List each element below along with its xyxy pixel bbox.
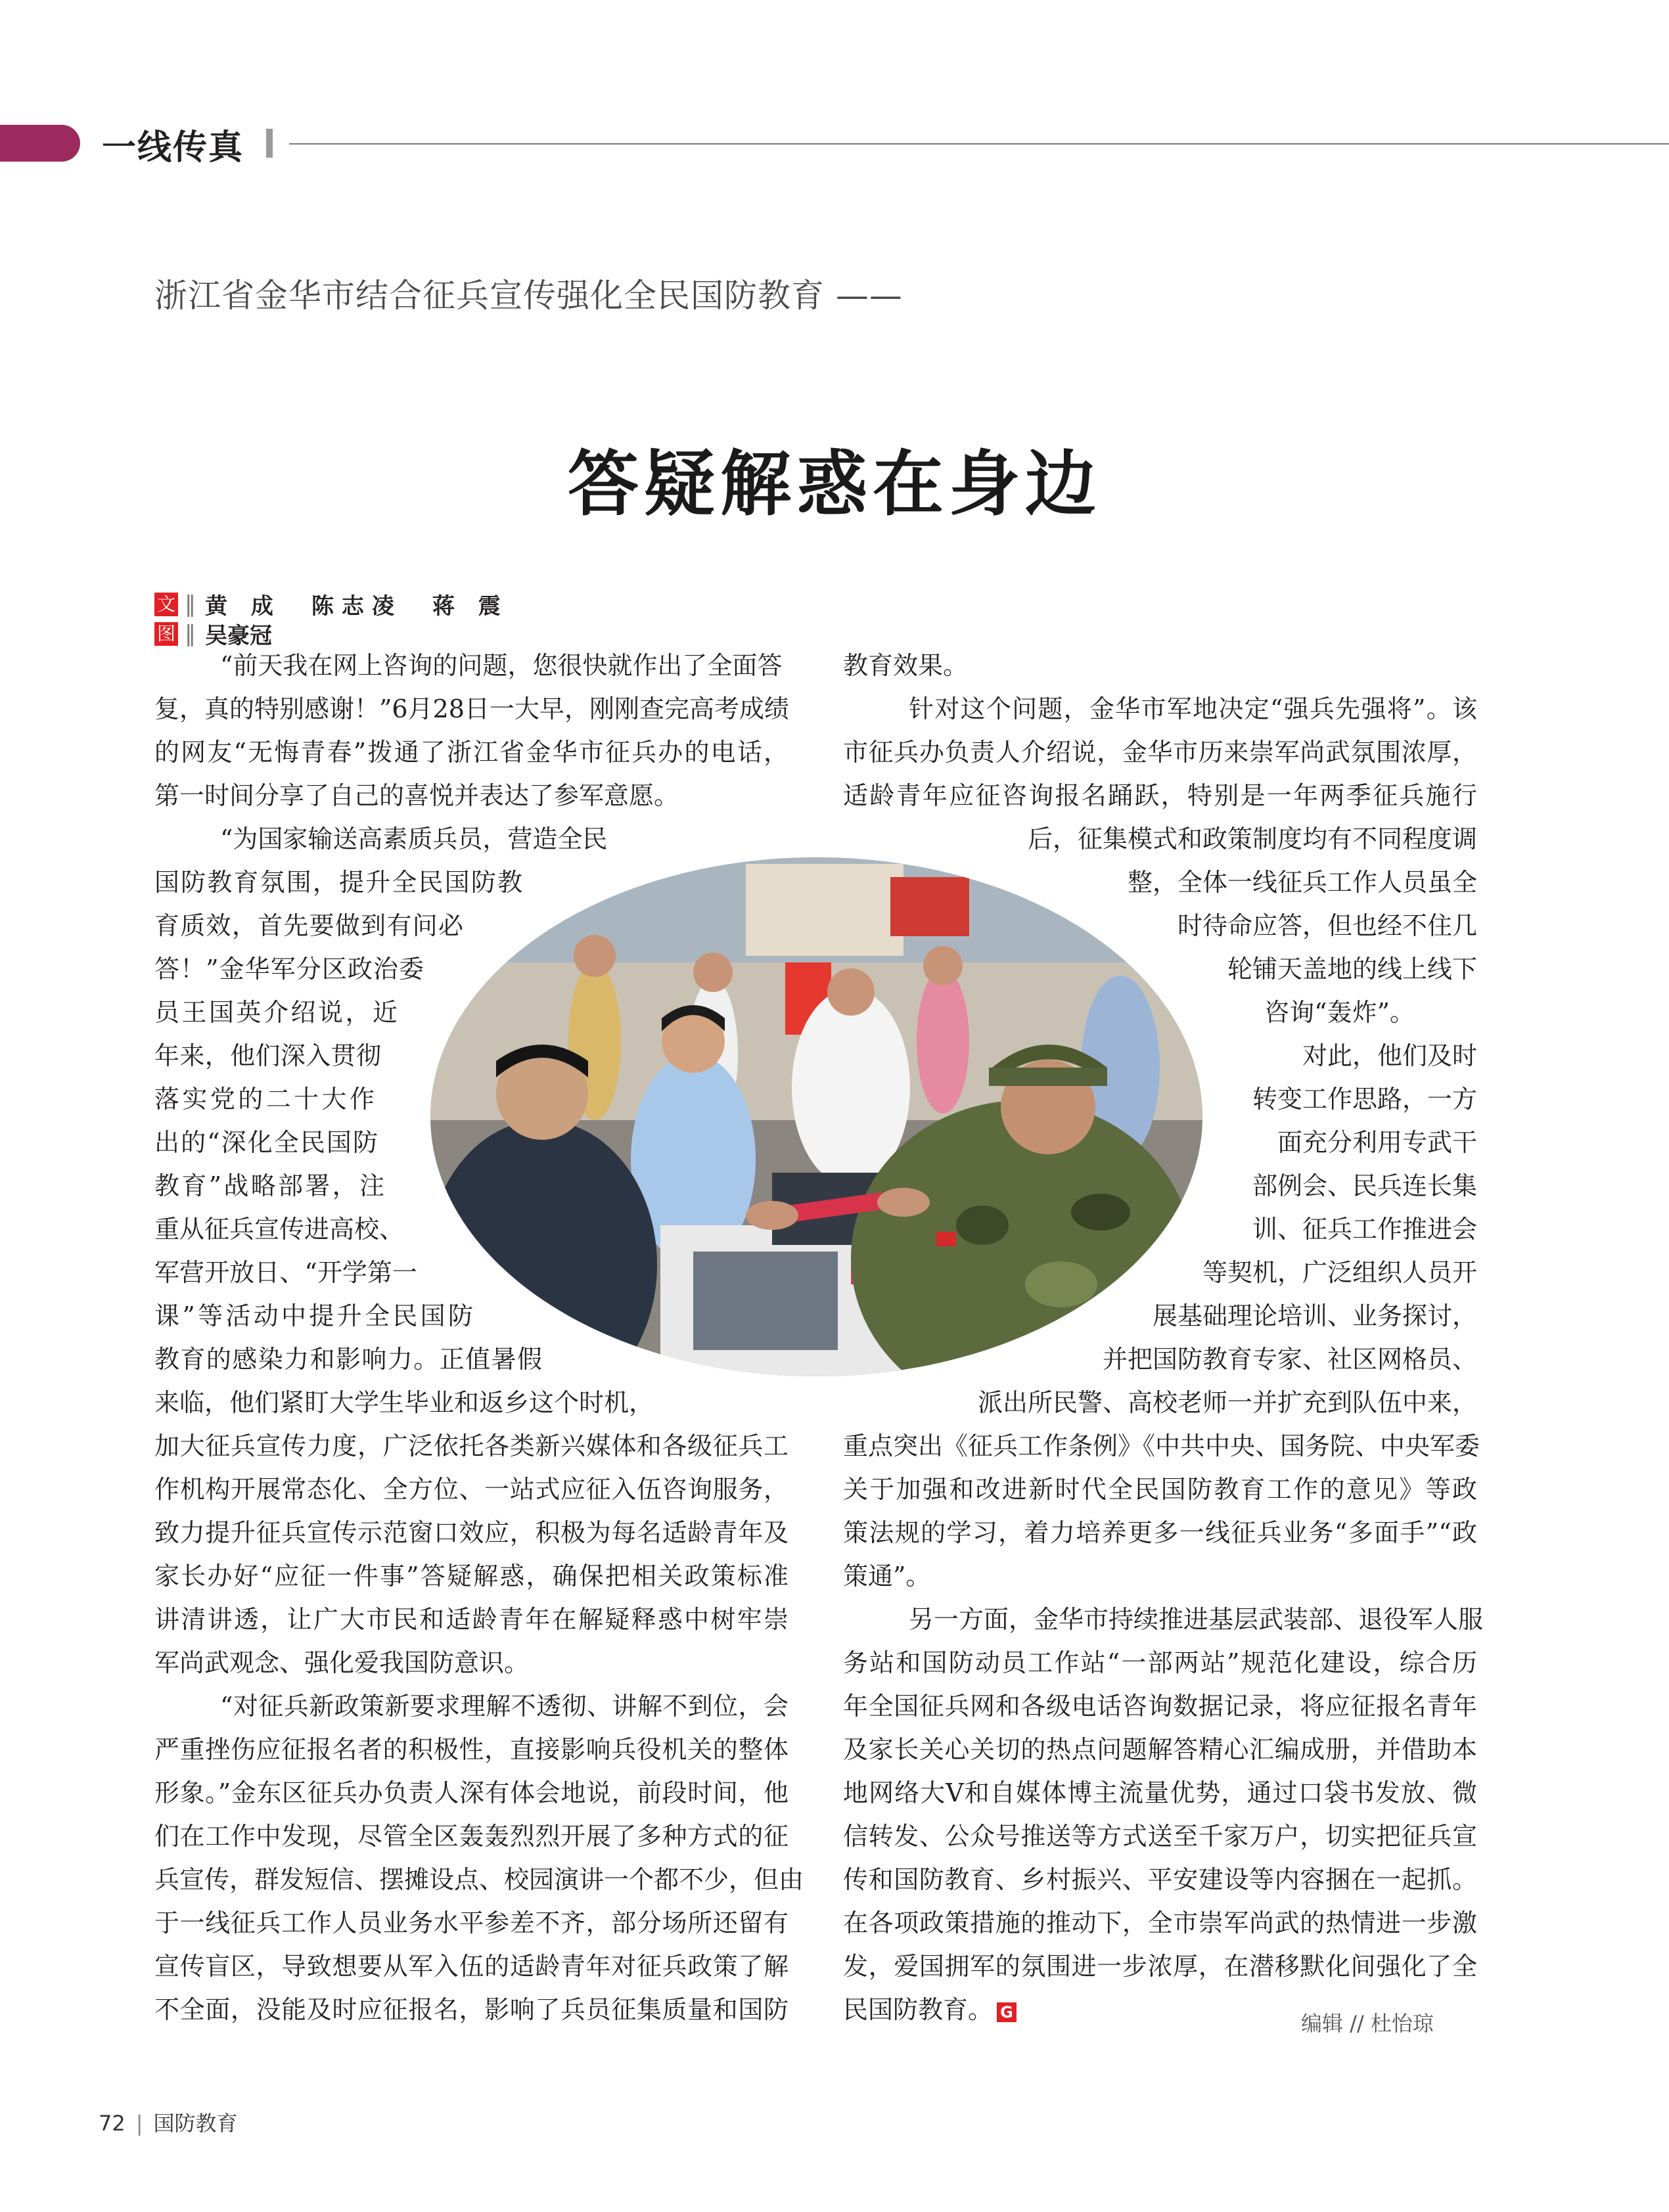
text-line: 另一方面，金华市持续推进基层武装部、退役军人服	[909, 1605, 1484, 1634]
text-line: 复，真的特别感谢！”6月28日一大早，刚刚查完高考成绩	[154, 694, 789, 723]
text-byline	[154, 588, 509, 620]
text-line: 教育的感染力和影响力。正值暑假	[154, 1345, 542, 1374]
text-line: 于一线征兵工作人员业务水平参差不齐，部分场所还留有	[154, 1908, 789, 1937]
text-line: 育质效，首先要做到有问必	[154, 911, 463, 940]
text-line: 咨询“轰炸”。	[1264, 998, 1415, 1027]
text-line: “前天我在网上咨询的问题，您很快就作出了全面答	[220, 651, 783, 680]
text-line: 关于加强和改进新时代全民国防教育工作的意见》等政	[843, 1475, 1477, 1504]
text-line: 在各项政策措施的推动下，全市崇军尚武的热情进一步激	[843, 1908, 1477, 1937]
text-line: 传和国防教育、乡村振兴、平安建设等内容捆在一起抓。	[843, 1865, 1477, 1894]
text-line: 派出所民警、高校老师一并扩充到队伍中来，	[977, 1388, 1477, 1417]
text-line: 们在工作中发现，尽管全区轰轰烈烈开展了多种方式的征	[154, 1822, 789, 1851]
text-line: 课”等活动中提升全民国防	[154, 1301, 473, 1330]
text-line: 地网络大V和自媒体博主流量优势，通过口袋书发放、微	[843, 1778, 1477, 1807]
text-line: 教育”战略部署，注	[154, 1171, 384, 1200]
text-line: 形象。”金东区征兵办负责人深有体会地说，前段时间，他	[154, 1778, 789, 1807]
text-line: 策法规的学习，着力培养更多一线征兵业务“多面手”“政	[843, 1518, 1477, 1547]
photo-tag: 图	[154, 622, 178, 646]
text-line: 第一时间分享了自己的喜悦并表达了参军意愿。	[154, 781, 679, 810]
section-title: 一线传真	[102, 128, 244, 168]
magazine-name: 国防教育	[153, 2111, 238, 2136]
article-kicker: 浙江省金华市结合征兵宣传强化全民国防教育 ——	[154, 277, 903, 315]
text-line: 转变工作思路，一方	[1252, 1085, 1477, 1114]
text-line: 对此，他们及时	[1302, 1041, 1477, 1070]
text-line: 落实党的二十大作	[154, 1085, 375, 1114]
text-line: 策通”。	[843, 1562, 931, 1591]
text-line: 作机构开展常态化、全方位、一站式应征入伍咨询服务，	[154, 1475, 789, 1504]
text-line: 展基础理论培训、业务探讨，	[1152, 1301, 1477, 1330]
text-line: 等契机，广泛组织人员开	[1202, 1258, 1477, 1287]
text-line: 及家长关心关切的热点问题解答精心汇编成册，并借助本	[843, 1735, 1477, 1764]
page-number: 72	[99, 2111, 126, 2136]
end-mark-icon: G	[997, 2002, 1017, 2022]
text-line: 严重挫伤应征报名者的积极性，直接影响兵役机关的整体	[154, 1735, 789, 1764]
article-photo	[430, 857, 1202, 1376]
photo-author: 吴豪冠	[205, 623, 272, 649]
text-line: 讲清讲透，让广大市民和适龄青年在解疑释惑中树牢崇	[154, 1605, 789, 1634]
text-line: 并把国防教育专家、社区网格员、	[1102, 1345, 1477, 1374]
text-line: 加大征兵宣传力度，广泛依托各类新兴媒体和各级征兵工	[154, 1432, 789, 1460]
text-line: 务站和国防动员工作站“一部两站”规范化建设，综合历	[843, 1648, 1477, 1677]
text-line: 兵宣传，群发短信、摆摊设点、校园演讲一个都不少，但由	[154, 1865, 804, 1894]
text-line: 民国防教育。	[843, 1995, 994, 2024]
section-rule-line	[289, 143, 1669, 145]
text-line: 训、征兵工作推进会	[1252, 1215, 1477, 1244]
text-line: 重从征兵宣传进高校、	[154, 1215, 405, 1244]
photo-byline	[154, 618, 272, 650]
text-line: 国防教育氛围，提升全民国防教	[154, 868, 522, 897]
text-line: 部例会、民兵连长集	[1252, 1171, 1477, 1200]
text-line: “对征兵新政策新要求理解不透彻、讲解不到位，会	[220, 1692, 789, 1721]
section-color-tab	[0, 125, 80, 162]
text-line: “为国家输送高素质兵员，营造全民	[220, 824, 608, 853]
text-line: 时待命应答，但也经不住几	[1177, 911, 1477, 940]
text-line: 发，爱国拥军的氛围进一步浓厚，在潜移默化间强化了全	[843, 1952, 1477, 1981]
text-line: 教育效果。	[843, 651, 969, 680]
text-tag: 文	[154, 593, 178, 616]
text-line: 宣传盲区，导致想要从军入伍的适龄青年对征兵政策了解	[154, 1952, 789, 1981]
text-line: 员王国英介绍说，近	[154, 998, 398, 1027]
text-line: 的网友“无悔青春”拨通了浙江省金华市征兵办的电话，	[154, 738, 789, 767]
text-line: 军营开放日、“开学第一	[154, 1258, 417, 1287]
text-line: 不全面，没能及时应征报名，影响了兵员征集质量和国防	[154, 1995, 789, 2024]
text-line: 信转发、公众号推送等方式送至千家万户，切实把征兵宣	[843, 1822, 1477, 1851]
text-line: 答！”金华军分区政治委	[154, 955, 424, 983]
text-authors: 黄 成 陈志凌 蒋 震	[205, 593, 509, 620]
text-line: 家长办好“应征一件事”答疑解惑，确保把相关政策标准	[154, 1562, 789, 1591]
article-title: 答疑解惑在身边	[567, 443, 1101, 526]
text-line: 年全国征兵网和各级电话咨询数据记录，将应征报名青年	[843, 1692, 1477, 1721]
text-line: 年来，他们深入贯彻	[154, 1041, 381, 1070]
text-line: 来临，他们紧盯大学生毕业和返乡这个时机，	[154, 1388, 654, 1417]
text-line: 整，全体一线征兵工作人员虽全	[1127, 868, 1477, 897]
text-line: 出的“深化全民国防	[154, 1128, 378, 1157]
editor-credit: 编辑 // 杜怡琼	[1301, 2011, 1434, 2036]
text-line: 军尚武观念、强化爱我国防意识。	[154, 1648, 530, 1677]
text-line: 面充分利用专武干	[1277, 1128, 1477, 1157]
text-line: 针对这个问题，金华市军地决定“强兵先强将”。该	[909, 694, 1477, 723]
page-footer	[99, 2107, 238, 2137]
text-line: 适龄青年应征咨询报名踊跃，特别是一年两季征兵施行	[843, 781, 1477, 810]
text-line: 重点突出《征兵工作条例》《中共中央、国务院、中央军委	[843, 1432, 1480, 1460]
text-line: 市征兵办负责人介绍说，金华市历来崇军尚武氛围浓厚，	[843, 738, 1477, 767]
byline-separator: ‖	[185, 620, 196, 647]
text-line: 致力提升征兵宣传示范窗口效应，积极为每名适龄青年及	[154, 1518, 789, 1547]
text-line: 后，征集模式和政策制度均有不同程度调	[1027, 824, 1477, 853]
byline-separator: ‖	[185, 591, 196, 618]
section-divider-bar	[266, 129, 273, 158]
text-line: 轮铺天盖地的线上线下	[1227, 955, 1477, 983]
footer-separator: |	[135, 2111, 143, 2136]
